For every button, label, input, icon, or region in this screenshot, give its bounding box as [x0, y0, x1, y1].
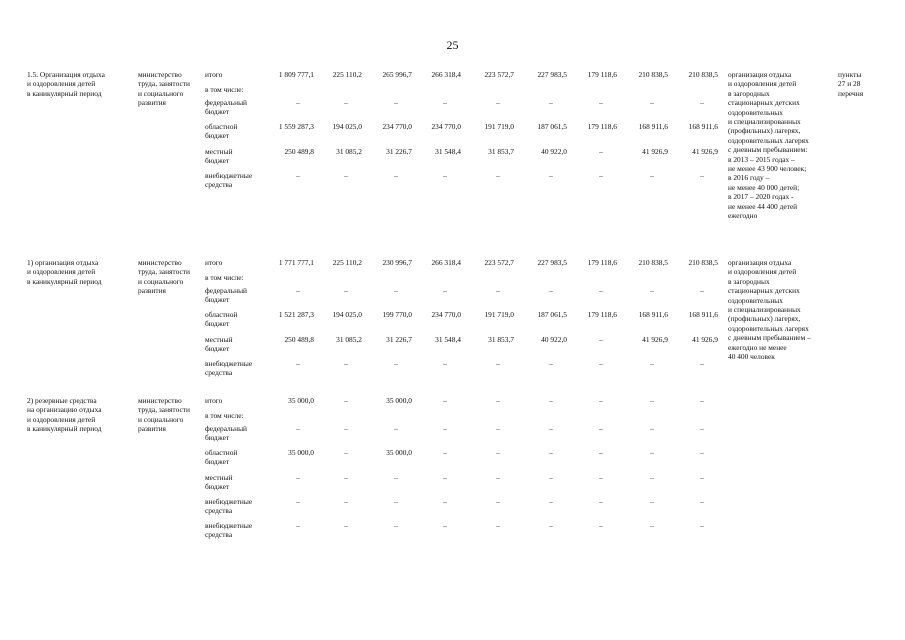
- amount-cell: 210 838,5: [688, 258, 718, 267]
- amount-cell: 31 853,7: [488, 147, 514, 156]
- amount-cell: –: [344, 171, 348, 180]
- amount-cell: –: [296, 521, 300, 530]
- amount-cell: 1 771 777,1: [278, 258, 314, 267]
- funding-source: в том числе:: [205, 273, 244, 282]
- amount-cell: 1 809 777,1: [278, 70, 314, 79]
- amount-cell: –: [700, 396, 704, 405]
- amount-cell: 35 000,0: [386, 448, 412, 457]
- amount-cell: –: [443, 359, 447, 368]
- amount-cell: –: [549, 286, 553, 295]
- funding-source: областной бюджет: [205, 122, 238, 141]
- amount-cell: –: [496, 396, 500, 405]
- funding-source: внебюджетные средства: [205, 171, 253, 190]
- amount-cell: –: [549, 497, 553, 506]
- amount-cell: 31 226,7: [386, 147, 412, 156]
- amount-cell: –: [700, 521, 704, 530]
- amount-cell: –: [700, 497, 704, 506]
- amount-cell: –: [443, 171, 447, 180]
- amount-cell: –: [394, 521, 398, 530]
- executor: министерство труда, занятости и социального развития: [138, 70, 190, 108]
- amount-cell: –: [296, 497, 300, 506]
- funding-source: областной бюджет: [205, 448, 238, 467]
- amount-cell: 234 770,0: [431, 310, 461, 319]
- amount-cell: –: [496, 98, 500, 107]
- amount-cell: –: [599, 359, 603, 368]
- funding-source: федеральный бюджет: [205, 286, 247, 305]
- amount-cell: –: [496, 424, 500, 433]
- amount-cell: –: [700, 424, 704, 433]
- funding-source: федеральный бюджет: [205, 424, 247, 443]
- amount-cell: –: [394, 286, 398, 295]
- amount-cell: –: [599, 424, 603, 433]
- amount-cell: 223 572,7: [484, 70, 514, 79]
- amount-cell: –: [394, 424, 398, 433]
- amount-cell: –: [700, 286, 704, 295]
- amount-cell: –: [344, 98, 348, 107]
- funding-source: областной бюджет: [205, 310, 238, 329]
- executor: министерство труда, занятости и социального развития: [138, 396, 190, 434]
- amount-cell: –: [496, 473, 500, 482]
- amount-cell: 191 719,0: [484, 122, 514, 131]
- page-number: 25: [446, 38, 459, 52]
- amount-cell: 41 926,9: [642, 147, 668, 156]
- amount-cell: 40 922,0: [541, 335, 567, 344]
- amount-cell: 35 000,0: [386, 396, 412, 405]
- amount-cell: –: [296, 359, 300, 368]
- amount-cell: –: [296, 473, 300, 482]
- amount-cell: –: [549, 473, 553, 482]
- amount-cell: 230 996,7: [382, 258, 412, 267]
- amount-cell: –: [394, 359, 398, 368]
- funding-source: в том числе:: [205, 85, 244, 94]
- amount-cell: –: [549, 171, 553, 180]
- amount-cell: 31 853,7: [488, 335, 514, 344]
- amount-cell: –: [650, 286, 654, 295]
- amount-cell: 227 983,5: [537, 258, 567, 267]
- amount-cell: 210 838,5: [638, 258, 668, 267]
- amount-cell: 199 770,0: [382, 310, 412, 319]
- funding-source: в том числе:: [205, 411, 244, 420]
- amount-cell: 179 118,6: [587, 122, 617, 131]
- target-indicator: организация отдыха и оздоровления детей в загородных стационарных детских оздоровительных и специализированных (профильных) лагерях, оздоровительных лагерях с дневным пребыванием: в 2013 – 2015 годах – не менее 43 900 человек; в 2016 году – не менее 40 000 детей; в 2017 – 2020 годах - не менее 44 400 детей ежегодно: [728, 70, 809, 221]
- amount-cell: 223 572,7: [484, 258, 514, 267]
- amount-cell: 31 085,2: [336, 335, 362, 344]
- activity-name: 1) организация отдыха и оздоровления детей в каникулярный период: [27, 258, 102, 286]
- amount-cell: 234 770,0: [382, 122, 412, 131]
- amount-cell: –: [650, 448, 654, 457]
- amount-cell: –: [700, 473, 704, 482]
- amount-cell: –: [599, 171, 603, 180]
- amount-cell: 31 085,2: [336, 147, 362, 156]
- amount-cell: –: [650, 98, 654, 107]
- amount-cell: –: [599, 335, 603, 344]
- funding-source: внебюджетные средства: [205, 359, 253, 378]
- funding-source: местный бюджет: [205, 473, 233, 492]
- amount-cell: –: [443, 497, 447, 506]
- amount-cell: –: [394, 473, 398, 482]
- funding-source: внебюджетные средства: [205, 521, 253, 540]
- amount-cell: –: [650, 171, 654, 180]
- amount-cell: –: [549, 521, 553, 530]
- amount-cell: 41 926,9: [642, 335, 668, 344]
- amount-cell: 168 911,6: [688, 122, 718, 131]
- amount-cell: 187 061,5: [537, 310, 567, 319]
- amount-cell: –: [599, 396, 603, 405]
- amount-cell: –: [296, 98, 300, 107]
- funding-source: местный бюджет: [205, 335, 233, 354]
- amount-cell: 266 318,4: [431, 70, 461, 79]
- amount-cell: 31 548,4: [435, 335, 461, 344]
- amount-cell: 225 110,2: [332, 70, 362, 79]
- amount-cell: 41 926,9: [692, 147, 718, 156]
- amount-cell: –: [700, 98, 704, 107]
- amount-cell: –: [394, 171, 398, 180]
- funding-source: итого: [205, 70, 223, 79]
- amount-cell: 168 911,6: [638, 310, 668, 319]
- amount-cell: –: [344, 359, 348, 368]
- amount-cell: 40 922,0: [541, 147, 567, 156]
- amount-cell: –: [496, 286, 500, 295]
- amount-cell: –: [700, 171, 704, 180]
- amount-cell: –: [443, 286, 447, 295]
- amount-cell: 194 025,0: [332, 310, 362, 319]
- amount-cell: –: [344, 521, 348, 530]
- amount-cell: 35 000,0: [288, 396, 314, 405]
- amount-cell: –: [599, 286, 603, 295]
- amount-cell: 1 559 287,3: [278, 122, 314, 131]
- amount-cell: 194 025,0: [332, 122, 362, 131]
- amount-cell: 168 911,6: [638, 122, 668, 131]
- amount-cell: 265 996,7: [382, 70, 412, 79]
- activity-name: 2) резервные средства на организацию отдыха и оздоровления детей в каникулярный период: [27, 396, 102, 434]
- amount-cell: –: [650, 359, 654, 368]
- amount-cell: 266 318,4: [431, 258, 461, 267]
- amount-cell: 250 489,8: [284, 147, 314, 156]
- target-indicator: организация отдыха и оздоровления детей в загородных стационарных детских оздоровительных и специализированных (профильных) лагерях, оздоровительных лагерях с дневным пребыванием – ежегодно не менее 40 400 человек: [728, 258, 811, 362]
- amount-cell: –: [549, 448, 553, 457]
- activity-name: 1.5. Организация отдыха и оздоровления детей в каникулярный период: [27, 70, 105, 98]
- amount-cell: 168 911,6: [688, 310, 718, 319]
- amount-cell: –: [599, 521, 603, 530]
- reference-points: пункты 27 и 28 перечня: [838, 70, 864, 98]
- amount-cell: –: [496, 497, 500, 506]
- amount-cell: 191 719,0: [484, 310, 514, 319]
- amount-cell: –: [443, 424, 447, 433]
- amount-cell: 225 110,2: [332, 258, 362, 267]
- amount-cell: –: [443, 448, 447, 457]
- amount-cell: 179 118,6: [587, 258, 617, 267]
- amount-cell: –: [296, 424, 300, 433]
- amount-cell: –: [650, 424, 654, 433]
- amount-cell: 210 838,5: [638, 70, 668, 79]
- amount-cell: –: [650, 521, 654, 530]
- amount-cell: –: [296, 171, 300, 180]
- amount-cell: –: [700, 359, 704, 368]
- amount-cell: –: [496, 171, 500, 180]
- amount-cell: –: [650, 396, 654, 405]
- amount-cell: –: [496, 521, 500, 530]
- amount-cell: –: [394, 497, 398, 506]
- amount-cell: –: [344, 286, 348, 295]
- amount-cell: –: [549, 424, 553, 433]
- amount-cell: –: [496, 448, 500, 457]
- amount-cell: 234 770,0: [431, 122, 461, 131]
- amount-cell: –: [599, 147, 603, 156]
- funding-source: федеральный бюджет: [205, 98, 247, 117]
- amount-cell: –: [443, 396, 447, 405]
- amount-cell: 210 838,5: [688, 70, 718, 79]
- amount-cell: 41 926,9: [692, 335, 718, 344]
- funding-source: внебюджетные средства: [205, 497, 253, 516]
- amount-cell: –: [344, 497, 348, 506]
- amount-cell: –: [599, 448, 603, 457]
- amount-cell: –: [344, 473, 348, 482]
- amount-cell: –: [599, 473, 603, 482]
- amount-cell: –: [549, 396, 553, 405]
- amount-cell: 35 000,0: [288, 448, 314, 457]
- amount-cell: 1 521 287,3: [278, 310, 314, 319]
- amount-cell: –: [443, 473, 447, 482]
- amount-cell: 31 226,7: [386, 335, 412, 344]
- funding-source: итого: [205, 396, 223, 405]
- amount-cell: –: [344, 424, 348, 433]
- amount-cell: 179 118,6: [587, 310, 617, 319]
- executor: министерство труда, занятости и социального развития: [138, 258, 190, 296]
- amount-cell: –: [599, 497, 603, 506]
- amount-cell: –: [443, 98, 447, 107]
- funding-source: местный бюджет: [205, 147, 233, 166]
- amount-cell: –: [394, 98, 398, 107]
- amount-cell: –: [344, 396, 348, 405]
- amount-cell: 227 983,5: [537, 70, 567, 79]
- amount-cell: 187 061,5: [537, 122, 567, 131]
- amount-cell: –: [443, 521, 447, 530]
- amount-cell: –: [700, 448, 704, 457]
- amount-cell: 250 489,8: [284, 335, 314, 344]
- amount-cell: –: [549, 98, 553, 107]
- amount-cell: 31 548,4: [435, 147, 461, 156]
- amount-cell: 179 118,6: [587, 70, 617, 79]
- amount-cell: –: [650, 473, 654, 482]
- amount-cell: –: [549, 359, 553, 368]
- amount-cell: –: [650, 497, 654, 506]
- funding-source: итого: [205, 258, 223, 267]
- amount-cell: –: [496, 359, 500, 368]
- amount-cell: –: [296, 286, 300, 295]
- amount-cell: –: [599, 98, 603, 107]
- amount-cell: –: [344, 448, 348, 457]
